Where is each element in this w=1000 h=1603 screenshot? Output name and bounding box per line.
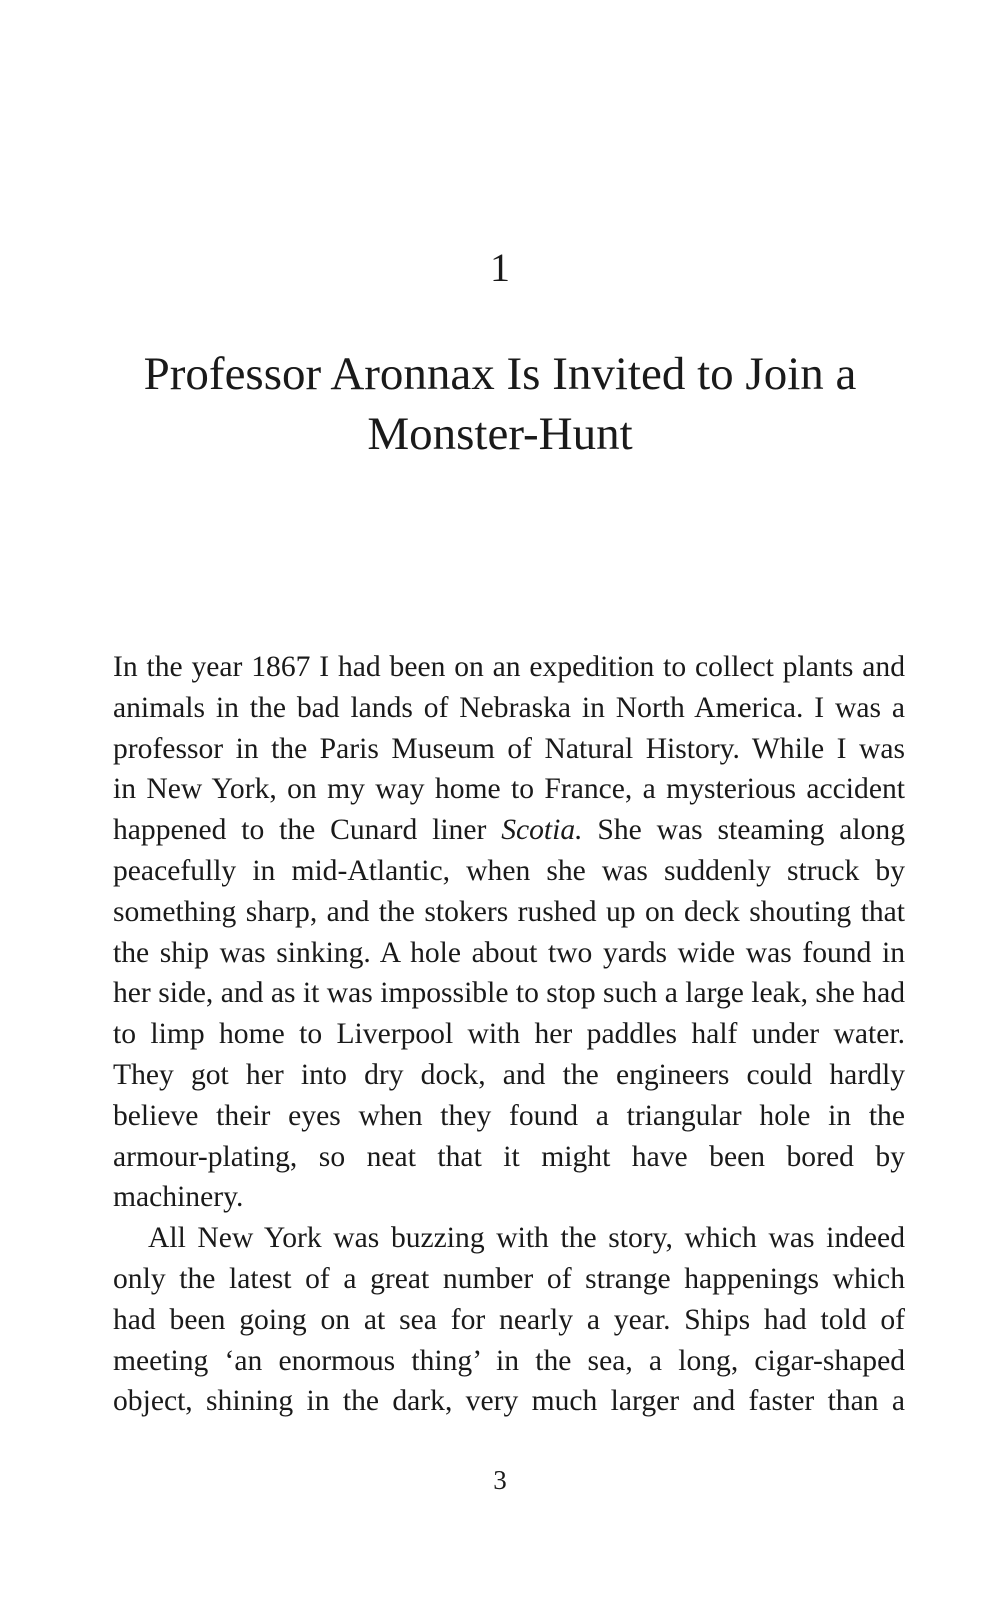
text-line: something sharp, and the stokers rushed up on deck shouting that: [113, 895, 905, 928]
text-line: peacefully in mid-Atlantic, when she was suddenly struck by: [113, 854, 905, 887]
body-text: [113, 647, 905, 1422]
text-line: believe their eyes when they found a triangular hole in the: [113, 1099, 905, 1132]
text-line: [113, 810, 905, 851]
chapter-title: [100, 344, 900, 464]
text-line: object, shining in the dark, very much larger and faster than a: [113, 1385, 905, 1418]
text-line: had been going on at sea for nearly a year. Ships had told of: [113, 1303, 905, 1336]
chapter-title-line-2: Monster-Hunt: [367, 408, 633, 460]
text-line: professor in the Paris Museum of Natural History. While I was: [113, 732, 905, 765]
text-line: They got her into dry dock, and the engineers could hardly: [113, 1058, 905, 1091]
paragraph-1: [113, 647, 905, 1218]
text-segment: She was steaming along: [597, 814, 905, 847]
page-number: 3: [493, 1465, 507, 1495]
text-line: In the year 1867 I had been on an expedition to collect plants and: [113, 651, 905, 683]
text-line: only the latest of a great number of strange happenings which: [113, 1262, 905, 1295]
text-line: to limp home to Liverpool with her paddles half under water.: [113, 1018, 905, 1051]
text-line: machinery.: [113, 1181, 244, 1214]
text-segment: happened to the Cunard liner: [113, 814, 487, 847]
text-line: in New York, on my way home to France, a mysterious accident: [113, 773, 905, 806]
text-line: her side, and as it was impossible to stop such a large leak, she had: [113, 977, 905, 1010]
text-line: animals in the bad lands of Nebraska in North America. I was a: [113, 691, 905, 724]
paragraph-2: [113, 1218, 905, 1422]
ship-name-italic: Scotia.: [501, 814, 583, 847]
chapter-number: 1: [490, 245, 510, 290]
text-line: the ship was sinking. A hole about two yards wide was found in: [113, 936, 905, 969]
text-line: All New York was buzzing with the story, which was indeed: [148, 1222, 905, 1255]
text-line: meeting ‘an enormous thing’ in the sea, a long, cigar-shaped: [113, 1344, 905, 1377]
text-line: armour-plating, so neat that it might have been bored by: [113, 1140, 905, 1173]
chapter-title-line-1: Professor Aronnax Is Invited to Join a: [143, 348, 857, 400]
